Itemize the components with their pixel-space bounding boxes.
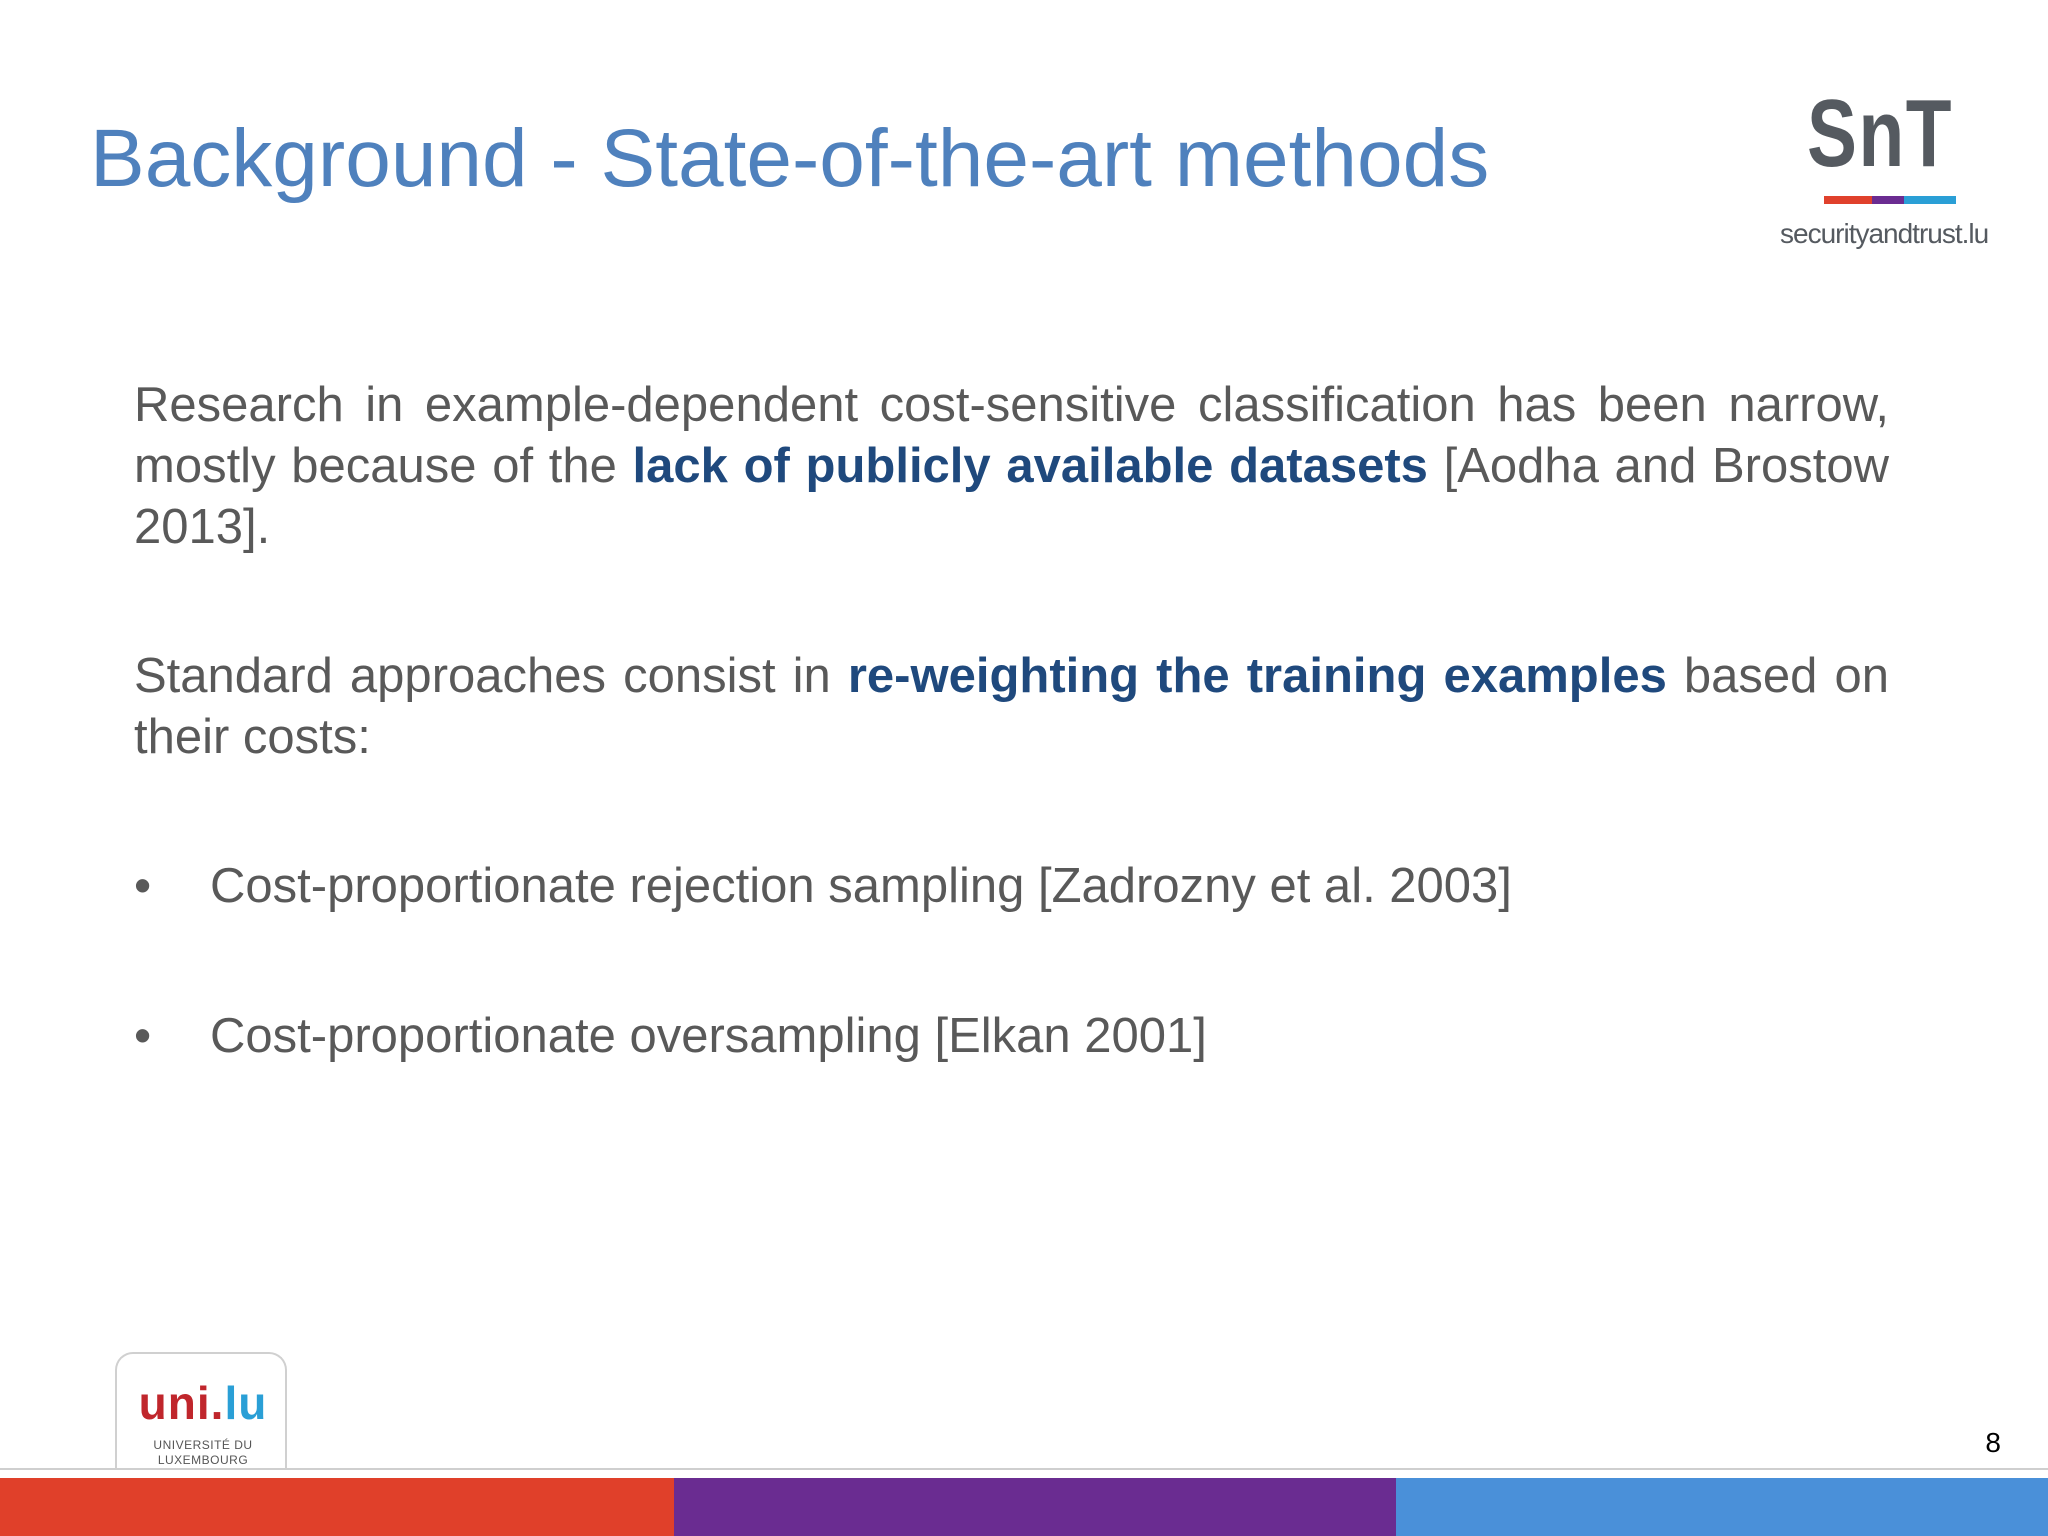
bullet-icon: • bbox=[134, 859, 152, 913]
university-logo bbox=[115, 1352, 287, 1470]
list-item bbox=[134, 1006, 1889, 1067]
snt-logo-mark: SnT bbox=[1806, 80, 1954, 187]
slide-title: Background - State-of-the-art methods bbox=[90, 113, 1490, 204]
snt-logo-bar-red bbox=[1824, 196, 1872, 204]
list-item-text: Cost-proportionate oversampling [Elkan 2001] bbox=[210, 1009, 1207, 1063]
paragraph-datasets bbox=[134, 375, 1889, 558]
paragraph-approaches-end: based on their costs: bbox=[134, 649, 1889, 764]
footer-divider bbox=[0, 1468, 2048, 1470]
university-logo-mark-blue: lu bbox=[224, 1377, 268, 1429]
university-name-line2: LUXEMBOURG bbox=[157, 1453, 249, 1467]
snt-logo-bar-purple bbox=[1872, 196, 1904, 204]
footer-band-purple bbox=[674, 1478, 1396, 1536]
paragraph-approaches-text: Standard approaches consist in bbox=[134, 649, 848, 703]
method-list bbox=[134, 856, 1889, 1067]
highlight-datasets: lack of publicly available datasets bbox=[632, 439, 1428, 493]
snt-logo-tagline: securityandtrust.lu bbox=[1780, 218, 1989, 249]
university-logo-mark bbox=[117, 1377, 289, 1429]
snt-logo bbox=[1780, 80, 1989, 256]
snt-logo-bar-blue bbox=[1904, 196, 1956, 204]
paragraph-datasets-citation: [Aodha and Brostow 2013]. bbox=[134, 439, 1890, 554]
paragraph-datasets-text: Research in example-dependent cost-sensitive classification has been narrow, mostly because of the bbox=[134, 378, 1889, 493]
footer-band-red bbox=[0, 1478, 674, 1536]
footer-band-blue bbox=[1396, 1478, 2048, 1536]
slide-body bbox=[134, 375, 1889, 1156]
paragraph-approaches bbox=[134, 646, 1889, 768]
list-item bbox=[134, 856, 1889, 917]
highlight-reweighting: re-weighting the training examples bbox=[847, 649, 1667, 703]
university-name-line1: UNIVERSITÉ DU bbox=[153, 1438, 253, 1452]
page-number: 8 bbox=[1985, 1427, 2001, 1458]
bullet-icon: • bbox=[134, 1009, 152, 1063]
university-logo-mark-red: uni. bbox=[138, 1377, 225, 1429]
university-name bbox=[117, 1438, 289, 1468]
list-item-text: Cost-proportionate rejection sampling [Zadrozny et al. 2003] bbox=[210, 859, 1512, 913]
